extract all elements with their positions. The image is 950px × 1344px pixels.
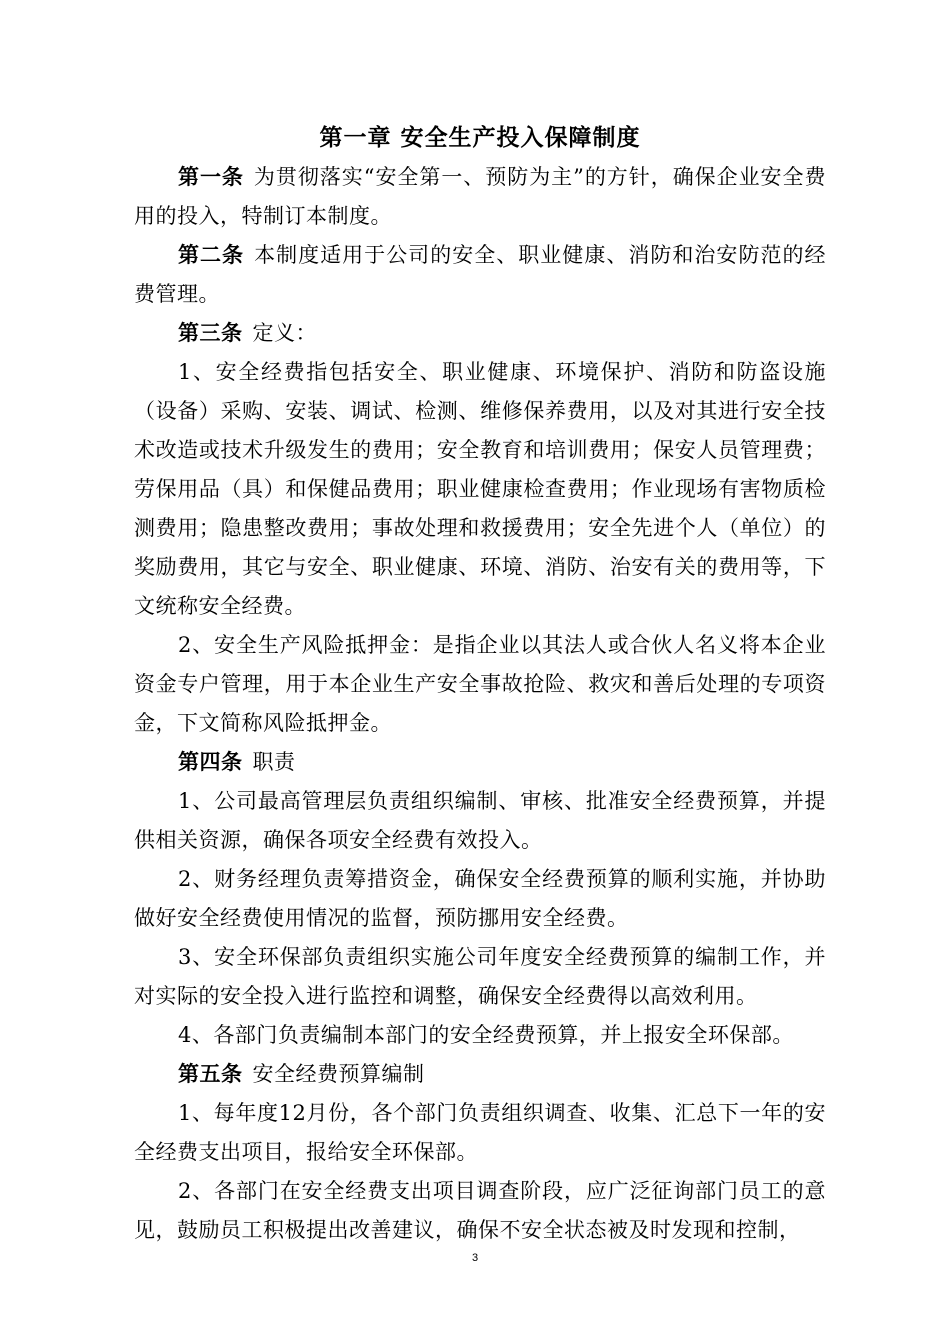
article-label: 第三条: [178, 321, 243, 345]
article-4-item-2: [134, 860, 826, 938]
article-5-item-1: [134, 1094, 826, 1172]
item-text: 2、财务经理负责筹措资金，确保安全经费预算的顺利实施，并协助做好安全经费使用情况的监督，预防挪用安全经费。: [134, 867, 826, 930]
article-text: 为贯彻落实“安全第一、预防为主”的方针，确保企业安全费用的投入，特制订本制度。: [134, 165, 826, 228]
item-text: 3、安全环保部负责组织实施公司年度安全经费预算的编制工作，并对实际的安全投入进行监控和调整，确保安全经费得以高效利用。: [134, 945, 826, 1008]
article-3-item-2: [134, 626, 826, 743]
article-label: 第二条: [178, 243, 245, 267]
item-text: 1、安全经费指包括安全、职业健康、环境保护、消防和防盗设施（设备）采购、安装、调试、检测、维修保养费用，以及对其进行安全技术改造或技术升级发生的费用；安全教育和培训费用；保安人员管理费；劳保用品（具）和保健品费用；职业健康检查费用；作业现场有害物质检测费用；隐患整改费用；事故处理和救援费用；安全先进个人（单位）的奖励费用，其它与安全、职业健康、环境、消防、治安有关的费用等，下文统称安全经费。: [134, 360, 826, 618]
article-label: 第四条: [178, 750, 243, 774]
article-4-item-4: [134, 1016, 826, 1055]
article-text: 本制度适用于公司的安全、职业健康、消防和治安防范的经费管理。: [134, 243, 827, 306]
article-label: 第一条: [178, 165, 244, 189]
article-5-item-2: [134, 1172, 826, 1250]
article-text: 安全经费预算编制: [252, 1062, 425, 1086]
article-text: 职责: [252, 750, 296, 774]
article-4-item-1: [134, 782, 826, 860]
item-text: 1、公司最高管理层负责组织编制、审核、批准安全经费预算，并提供相关资源，确保各项安全经费有效投入。: [134, 789, 826, 852]
article-3: [134, 314, 826, 353]
item-text: 2、安全生产风险抵押金：是指企业以其法人或合伙人名义将本企业资金专户管理，用于本企业生产安全事故抢险、救灾和善后处理的专项资金，下文简称风险抵押金。: [134, 633, 826, 735]
page-number: 3: [471, 1252, 479, 1264]
article-3-item-1: [134, 353, 826, 626]
article-4-item-3: [134, 938, 826, 1016]
document-page: [134, 118, 826, 1250]
article-label: 第五条: [178, 1062, 243, 1086]
item-text: 4、各部门负责编制本部门的安全经费预算，并上报安全环保部。: [178, 1023, 794, 1047]
item-text: 1、每年度12月份，各个部门负责组织调查、收集、汇总下一年的安全经费支出项目，报给安全环保部。: [134, 1101, 826, 1164]
chapter-title: 第一章 安全生产投入保障制度: [319, 125, 641, 151]
article-4: [134, 743, 826, 782]
article-5: [134, 1055, 826, 1094]
article-2: [134, 236, 826, 314]
article-1: [134, 158, 826, 236]
item-text: 2、各部门在安全经费支出项目调查阶段，应广泛征询部门员工的意见，鼓励员工积极提出改善建议，确保不安全状态被及时发现和控制，: [134, 1179, 826, 1242]
article-text: 定义：: [252, 321, 317, 345]
